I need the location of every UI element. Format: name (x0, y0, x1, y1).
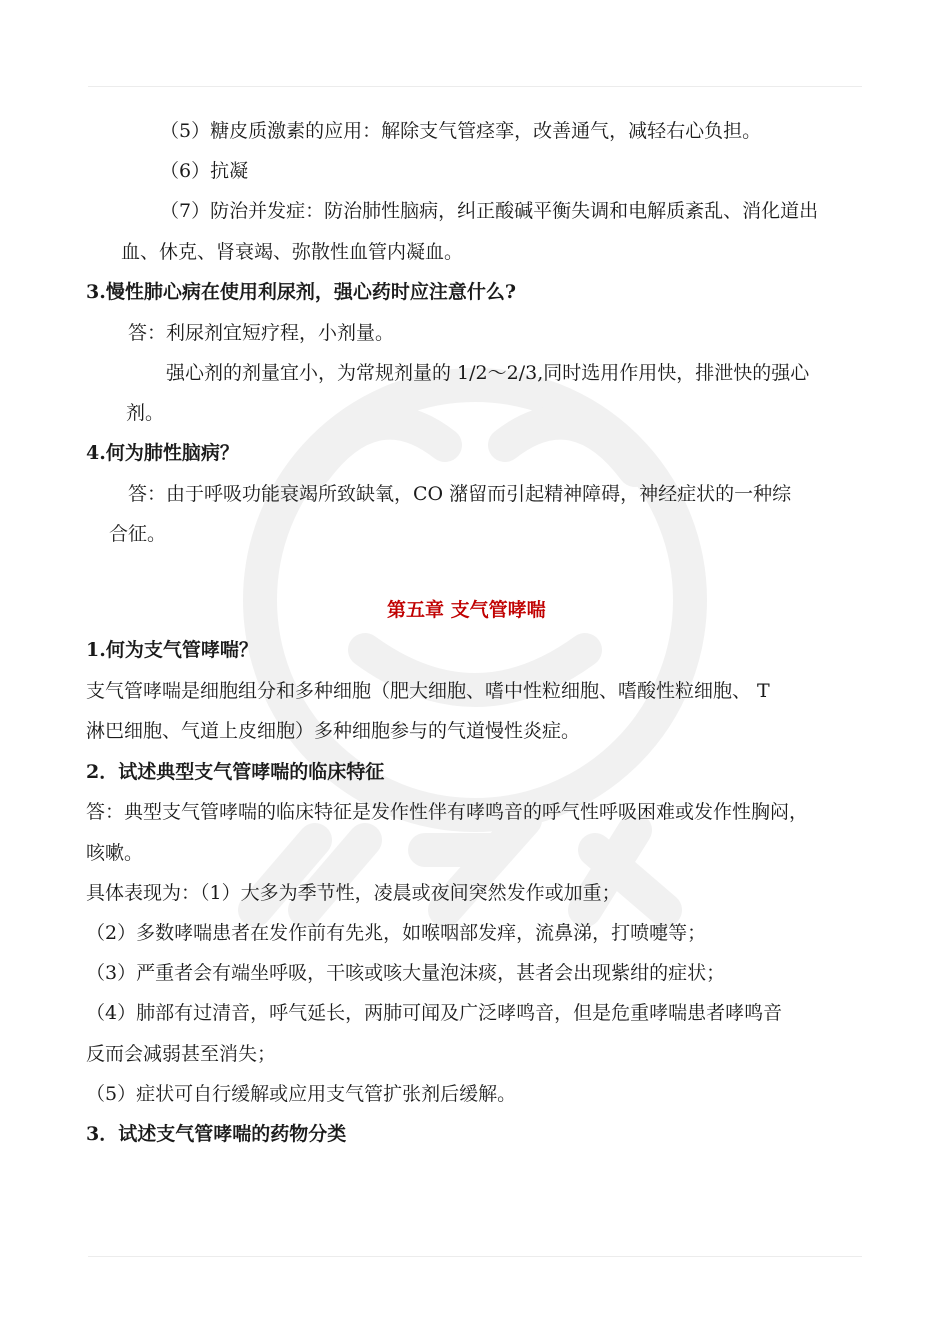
answer-line: 强心剂的剂量宜小，为常规剂量的 1/2～2/3,同时选用作用快，排泄快的强心 (166, 362, 810, 384)
answer-line: 答：典型支气管哮喘的临床特征是发作性伴有哮鸣音的呼气性呼吸困难或发作性胸闷， (86, 801, 809, 823)
answer-line: （5）症状可自行缓解或应用支气管扩张剂后缓解。 (86, 1083, 517, 1105)
page-bottom-rule (88, 1256, 862, 1257)
chapter-title: 第五章 支气管哮喘 (387, 599, 546, 621)
text-line-6: （6）抗凝 (160, 160, 249, 182)
answer-line: （4）肺部有过清音，呼气延长，两肺可闻及广泛哮鸣音，但是危重哮喘患者哮鸣音 (86, 1002, 783, 1024)
question-heading-4: 4.何为肺性脑病？ (86, 442, 239, 464)
answer-line: （3）严重者会有端坐呼吸，干咳或咳大量泡沫痰，甚者会出现紫绀的症状； (86, 962, 726, 984)
question-heading-1: 1.何为支气管哮喘？ (86, 639, 258, 661)
question-heading-2: 2．试述典型支气管哮喘的临床特征 (86, 761, 385, 783)
answer-line: 反而会减弱甚至消失； (86, 1043, 277, 1065)
answer-line: 支气管哮喘是细胞组分和多种细胞（肥大细胞、嗜中性粒细胞、嗜酸性粒细胞、 T (86, 680, 770, 702)
text-line-5: （5）糖皮质激素的应用：解除支气管痉挛，改善通气，减轻右心负担。 (160, 120, 762, 142)
text-line-7-cont: 血、休克、肾衰竭、弥散性血管内凝血。 (121, 241, 464, 263)
text-line-7: （7）防治并发症：防治肺性脑病，纠正酸碱平衡失调和电解质紊乱、消化道出 (160, 200, 819, 222)
answer-line: 合征。 (109, 523, 167, 545)
answer-line: 答：利尿剂宜短疗程，小剂量。 (128, 322, 395, 344)
question-heading-3b: 3．试述支气管哮喘的药物分类 (86, 1123, 347, 1145)
answer-line: 咳嗽。 (86, 842, 144, 864)
answer-line: 具体表现为：（1）大多为季节性，凌晨或夜间突然发作或加重； (86, 882, 621, 904)
question-heading-3: 3.慢性肺心病在使用利尿剂，强心药时应注意什么? (86, 281, 516, 303)
answer-line: 答：由于呼吸功能衰竭所致缺氧，CO 潴留而引起精神障碍，神经症状的一种综 (128, 483, 792, 505)
answer-line: 剂。 (126, 402, 165, 424)
answer-line: （2）多数哮喘患者在发作前有先兆，如喉咽部发痒，流鼻涕，打喷嚏等； (86, 922, 707, 944)
watermark-logo (195, 350, 755, 970)
answer-line: 淋巴细胞、气道上皮细胞）多种细胞参与的气道慢性炎症。 (86, 720, 581, 742)
page-top-rule (88, 86, 862, 87)
